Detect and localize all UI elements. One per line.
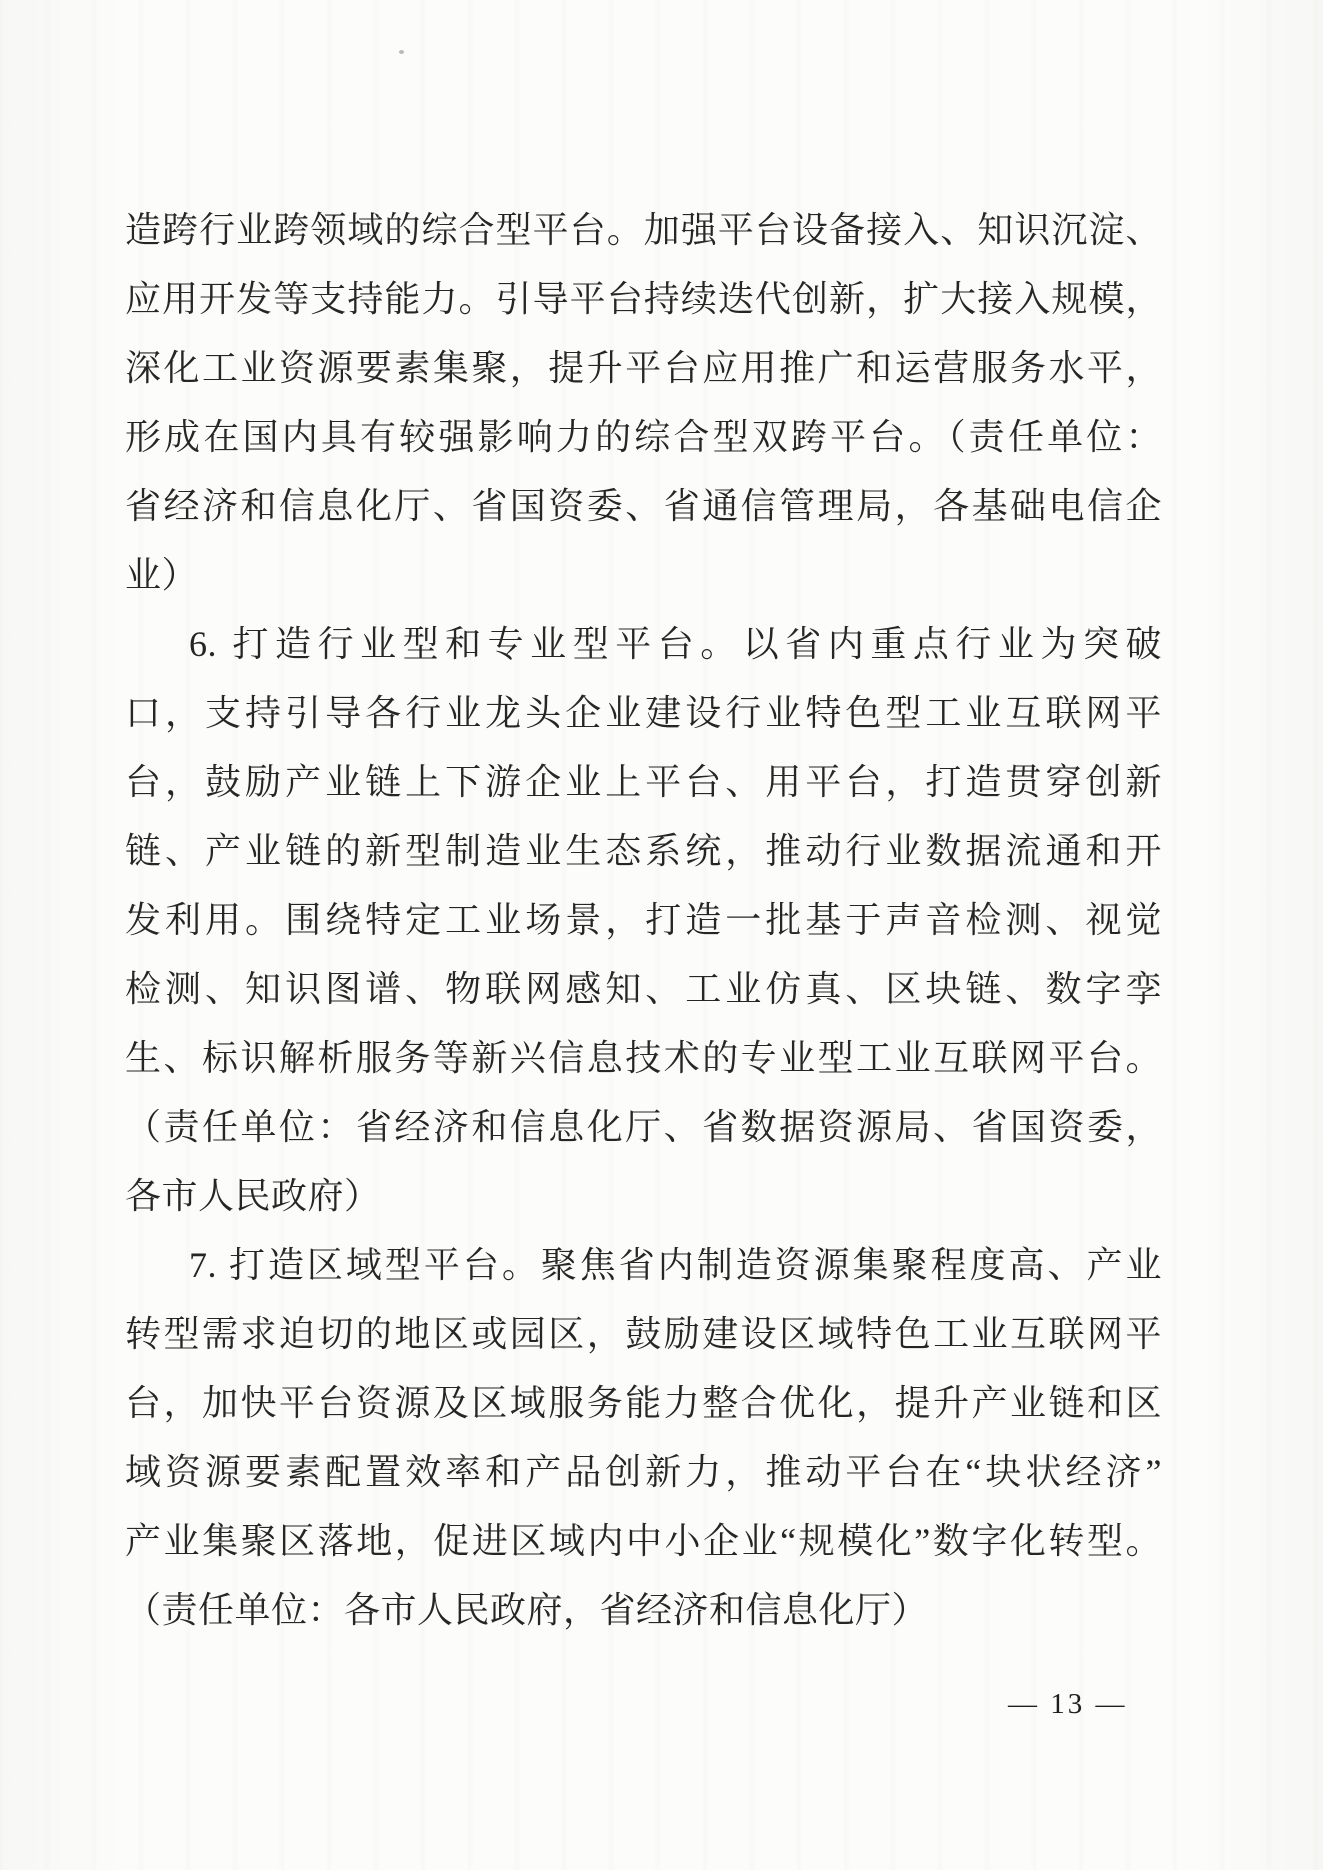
- text-line: 6. 打造行业型和专业型平台。以省内重点行业为突破: [189, 624, 1162, 664]
- document-text-block: [125, 196, 1162, 1645]
- text-line: 深化工业资源要素集聚，提升平台应用推广和运营服务水平，: [125, 348, 1162, 388]
- text-line: （责任单位：各市人民政府，省经济和信息化厅）: [125, 1590, 929, 1630]
- text-line: 造跨行业跨领域的综合型平台。加强平台设备接入、知识沉淀、: [125, 210, 1162, 250]
- scan-speck: [399, 50, 404, 54]
- paragraph-item-7: [125, 1231, 1162, 1645]
- text-line: 检测、知识图谱、物联网感知、工业仿真、区块链、数字孪: [125, 969, 1162, 1009]
- text-line: 口，支持引导各行业龙头企业建设行业特色型工业互联网平: [125, 693, 1162, 733]
- text-line: 转型需求迫切的地区或园区，鼓励建设区域特色工业互联网平: [125, 1314, 1162, 1354]
- text-line: 7. 打造区域型平台。聚焦省内制造资源集聚程度高、产业: [189, 1245, 1162, 1285]
- text-line: 应用开发等支持能力。引导平台持续迭代创新，扩大接入规模，: [125, 279, 1162, 319]
- text-line: 链、产业链的新型制造业生态系统，推动行业数据流通和开: [125, 831, 1162, 871]
- text-line: 台，加快平台资源及区域服务能力整合优化，提升产业链和区: [125, 1383, 1162, 1423]
- text-line: （责任单位：省经济和信息化厅、省数据资源局、省国资委，: [125, 1107, 1162, 1147]
- paragraph-continuation: [125, 196, 1162, 610]
- text-line: 台，鼓励产业链上下游企业上平台、用平台，打造贯穿创新: [125, 762, 1162, 802]
- text-line: 产业集聚区落地，促进区域内中小企业“规模化”数字化转型。: [125, 1521, 1162, 1561]
- text-line: 生、标识解析服务等新兴信息技术的专业型工业互联网平台。: [125, 1038, 1162, 1078]
- text-line: 业）: [125, 555, 199, 595]
- text-line: 省经济和信息化厅、省国资委、省通信管理局，各基础电信企: [125, 486, 1162, 526]
- text-line: 发利用。围绕特定工业场景，打造一批基于声音检测、视觉: [125, 900, 1162, 940]
- page-number: — 13 —: [1008, 1688, 1128, 1720]
- paragraph-item-6: [125, 610, 1162, 1231]
- text-line: 各市人民政府）: [125, 1176, 381, 1216]
- text-line: 域资源要素配置效率和产品创新力，推动平台在“块状经济”: [125, 1452, 1162, 1492]
- text-line: 形成在国内具有较强影响力的综合型双跨平台。（责任单位：: [125, 417, 1162, 457]
